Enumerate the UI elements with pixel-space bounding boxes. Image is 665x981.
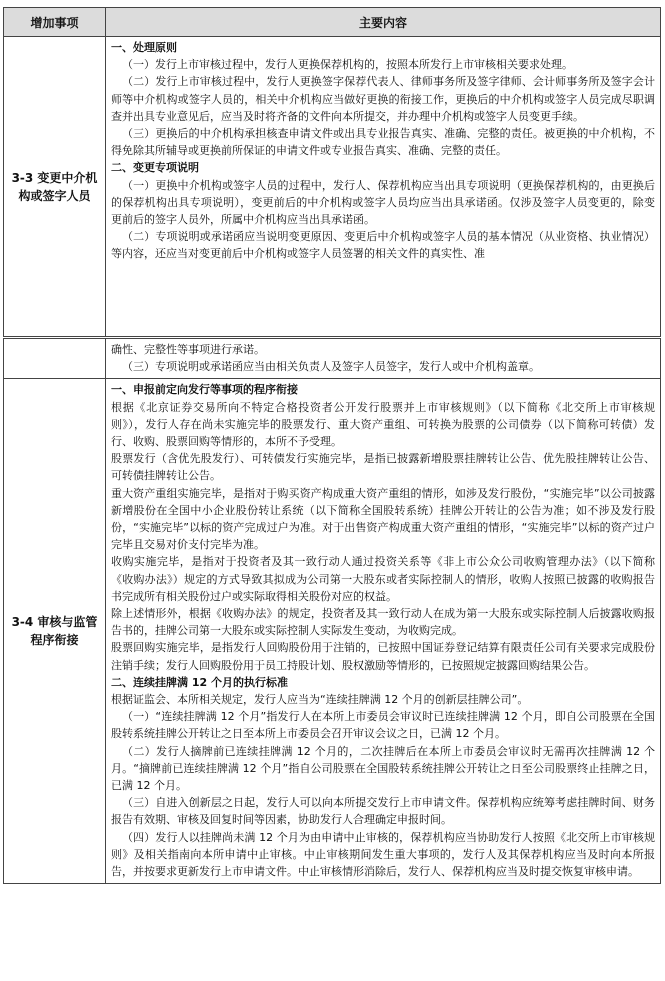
section-heading: 一、申报前定向发行等事项的程序衔接 [111, 383, 298, 397]
paragraph: 股票回购实施完毕，是指发行人回购股份用于注销的，已按照中国证券登记结算有限责任公司有关要求完成股份注销手续；发行人回购股份用于员工持股计划、股权激励等情形的，已按照规定披露回购结果公告。 [111, 641, 655, 672]
paragraph: 除上述情形外，根据《收购办法》的规定，投资者及其一致行动人在成为第一大股东或实际控制人后披露收购报告书的，挂牌公司第一大股东或实际控制人实际发生变动，为收购完成。 [111, 607, 655, 638]
section-heading: 一、处理原则 [111, 41, 177, 54]
paragraph: 收购实施完毕，是指对于投资者及其一致行动人通过投资关系等《非上市公众公司收购管理办法》（以下简称《收购办法》）规定的方式导致其拟成为公司第一大股东或者实际控制人的情形，收购人按照已披露的收购报告书完成所有相关股份过户或实际取得相关股份对应的权益。 [111, 555, 655, 603]
row-label-3-3: 3-3 变更中介机构或签字人员 [4, 37, 106, 337]
paragraph: 股票发行（含优先股发行）、可转债发行实施完毕，是指已披露新增股票挂牌转让公告、优先股挂牌转让公告、可转债挂牌转让公告。 [111, 452, 655, 483]
row-content-3-4 [106, 379, 661, 884]
paragraph: （二）发行上市审核过程中，发行人更换签字保荐代表人、律师事务所及签字律师、会计师事务所及签字会计师等中介机构或签字人员的，相关中介机构应当做好更换的衔接工作，更换后的中介机构或签字人员完成尽职调查并出具专业意见后，应当及时将齐备的文件向本所提交，并办理中介机构或签字人员变更手续。 [111, 75, 655, 123]
paragraph: 根据证监会、本所相关规定，发行人应当为“连续挂牌满 12 个月的创新层挂牌公司”。 [111, 693, 529, 707]
table-header-row [4, 8, 661, 37]
table-row-continuation [4, 339, 661, 379]
row-label-continuation [4, 339, 106, 379]
paragraph: （一）发行上市审核过程中，发行人更换保荐机构的，按照本所发行上市审核相关要求处理。 [122, 58, 573, 72]
paragraph: （二）专项说明或承诺函应当说明变更原因、变更后中介机构或签字人员的基本情况（从业资格、执业情况）等内容，还应当对变更前后中介机构或签字人员签署的相关文件的真实性、准 [111, 230, 655, 261]
paragraph: 重大资产重组实施完毕，是指对于购买资产构成重大资产重组的情形，如涉及发行股份，“实施完毕”以公司披露新增股份在全国中小企业股份转让系统（以下简称全国股转系统）挂牌公开转让的公告为准；如不涉及发行股份，“实施完毕”以标的资产完成过户为准。对于出售资产构成重大资产重组的情形，“实施完毕”以标的资产过户完毕且交易对价支付完毕为准。 [111, 486, 655, 552]
paragraph: 根据《北京证券交易所向不特定合格投资者公开发行股票并上市审核规则》（以下简称《北交所上市审核规则》），发行人存在尚未实施完毕的股票发行、重大资产重组、可转换为股票的公司债券（以下简称可转债）发行、收购、股票回购等情形的，本所不予受理。 [111, 400, 655, 449]
paragraph: （二）发行人摘牌前已连续挂牌满 12 个月的，二次挂牌后在本所上市委员会审议时无需再次挂牌满 12 个月。“摘牌前已连续挂牌满 12 个月”指自公司股票在全国股转系统挂牌公开转让之日至公司股票终止挂牌之日，已满 12 个月。 [111, 744, 655, 793]
paragraph: （三）自进入创新层之日起，发行人可以向本所提交发行上市申请文件。保荐机构应统筹考虑挂牌时间、财务报告有效期、审核及回复时间等因素，协助发行人合理确定申报时间。 [111, 796, 655, 827]
table-row-3-3 [4, 37, 661, 337]
paragraph: （四）发行人以挂牌尚未满 12 个月为由申请中止审核的，保荐机构应当协助发行人按照《北交所上市审核规则》及相关指南向本所申请中止审核。中止审核期间发生重大事项的，发行人及其保荐机构应当及时向本所报告，并按要求更新发行上市申请文件。中止审核情形消除后，发行人、保荐机构应当及时提交恢复审核申请。 [111, 830, 655, 879]
requirements-table-part-2 [3, 338, 661, 884]
row-content-3-3 [106, 37, 661, 337]
section-heading: 二、连续挂牌满 12 个月的执行标准 [111, 675, 288, 689]
requirements-table-part-1 [3, 7, 661, 337]
row-content-continuation [106, 339, 661, 379]
paragraph: （一）“连续挂牌满 12 个月”指发行人在本所上市委员会审议时已连续挂牌满 12 个月，即自公司股票在全国股转系统挂牌公开转让之日至本所上市委员会召开审议会议之日，已满 12 个月。 [111, 710, 655, 741]
section-heading: 二、变更专项说明 [111, 161, 199, 175]
paragraph: （三）更换后的中介机构承担核查申请文件或出具专业报告真实、准确、完整的责任。被更换的中介机构，不得免除其所辅导或更换前所保证的申请文件或专业报告真实、准确、完整的责任。 [111, 127, 655, 158]
header-col-item: 增加事项 [4, 8, 106, 37]
paragraph: 确性、完整性等事项进行承诺。 [111, 343, 265, 356]
paragraph: （三）专项说明或承诺函应当由相关负责人及签字人员签字，发行人或中介机构盖章。 [122, 360, 540, 374]
table-row-3-4 [4, 379, 661, 884]
header-col-content: 主要内容 [106, 8, 661, 37]
row-label-3-4: 3-4 审核与监管程序衔接 [4, 379, 106, 884]
paragraph: （一）更换中介机构或签字人员的过程中，发行人、保荐机构应当出具专项说明（更换保荐机构的，由更换后的保荐机构出具专项说明），变更前后的中介机构或签字人员均应当出具承诺函。仅涉及签字人员变更的，除变更前后的签字人员外，所属中介机构应当出具承诺函。 [111, 178, 655, 227]
